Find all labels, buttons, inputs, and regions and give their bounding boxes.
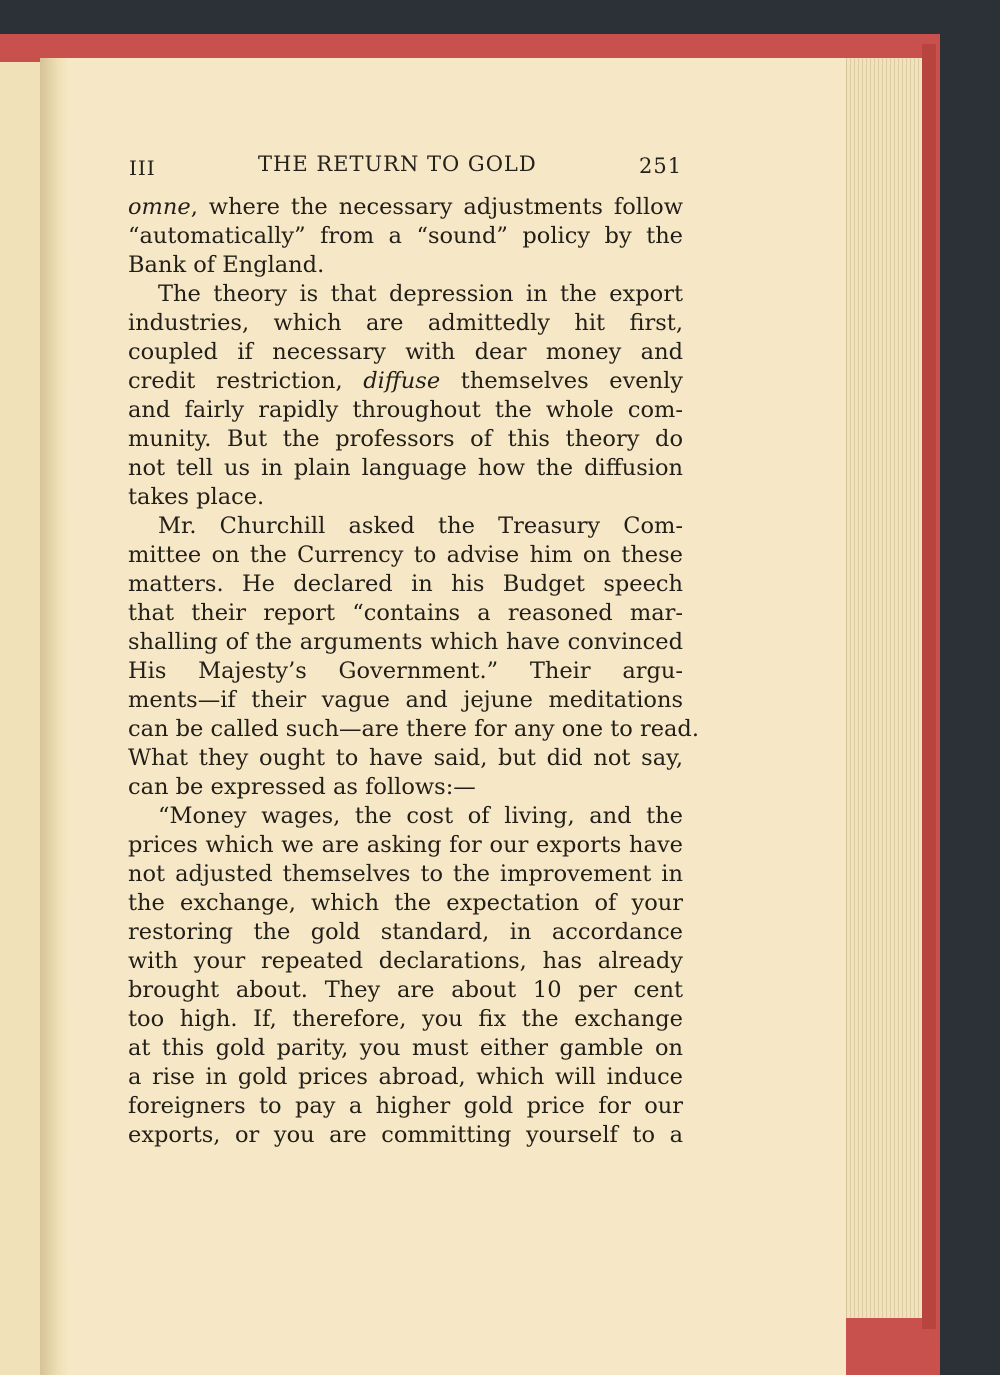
text-line: restoring the gold standard, in accordance xyxy=(128,919,683,945)
running-title: THE RETURN TO GOLD xyxy=(258,152,537,176)
body-text xyxy=(128,193,699,1150)
text-line: can be expressed as follows:— xyxy=(128,774,476,800)
text-line: coupled if necessary with dear money and xyxy=(128,339,683,365)
text-line: takes place. xyxy=(128,484,265,510)
text-line: omne, where the necessary adjustments follow xyxy=(128,194,683,220)
text-line: not adjusted themselves to the improvement in xyxy=(128,861,683,887)
chapter-number: III xyxy=(129,156,156,180)
text-line: shalling of the arguments which have convinced xyxy=(128,629,683,655)
text-line: Mr. Churchill asked the Treasury Com- xyxy=(158,513,683,539)
text-line: the exchange, which the expectation of your xyxy=(128,890,683,916)
text-line: exports, or you are committing yourself to a xyxy=(128,1122,683,1148)
text-line: “Money wages, the cost of living, and the xyxy=(158,803,683,829)
text-line: and fairly rapidly throughout the whole com- xyxy=(128,397,683,423)
text-line: Bank of England. xyxy=(128,252,325,278)
page-stack-edge xyxy=(846,58,923,1318)
text-line: His Majesty’s Government.” Their argu- xyxy=(128,658,683,684)
text-line: “automatically” from a “sound” policy by the xyxy=(128,223,683,249)
text-line: industries, which are admittedly hit first, xyxy=(128,310,683,336)
text-line: matters. He declared in his Budget speech xyxy=(128,571,683,597)
text-line: ments—if their vague and jejune meditations xyxy=(128,687,683,713)
text-line: What they ought to have said, but did not say, xyxy=(128,745,683,771)
text-line: prices which we are asking for our exports have xyxy=(128,832,683,858)
text-line: not tell us in plain language how the diffusion xyxy=(128,455,683,481)
text-line: credit restriction, diffuse themselves evenly xyxy=(128,368,683,394)
text-line: The theory is that depression in the export xyxy=(158,281,683,307)
text-line: foreigners to pay a higher gold price for our xyxy=(128,1093,683,1119)
cover-edge xyxy=(922,44,936,1329)
page-number: 251 xyxy=(639,154,683,178)
text-line: brought about. They are about 10 per cent xyxy=(128,977,683,1003)
text-line: can be called such—are there for any one to read. xyxy=(128,716,699,742)
book-gutter xyxy=(40,58,70,1375)
text-line: munity. But the professors of this theory do xyxy=(128,426,683,452)
text-line: too high. If, therefore, you fix the exchange xyxy=(128,1006,683,1032)
italic-word: diffuse xyxy=(363,368,441,394)
text-line: at this gold parity, you must either gamble on xyxy=(128,1035,683,1061)
italic-word: omne xyxy=(128,194,191,220)
text-line: mittee on the Currency to advise him on these xyxy=(128,542,683,568)
text-line: a rise in gold prices abroad, which will induce xyxy=(128,1064,683,1090)
text-line: that their report “contains a reasoned mar- xyxy=(128,600,683,626)
text-line: with your repeated declarations, has already xyxy=(128,948,683,974)
